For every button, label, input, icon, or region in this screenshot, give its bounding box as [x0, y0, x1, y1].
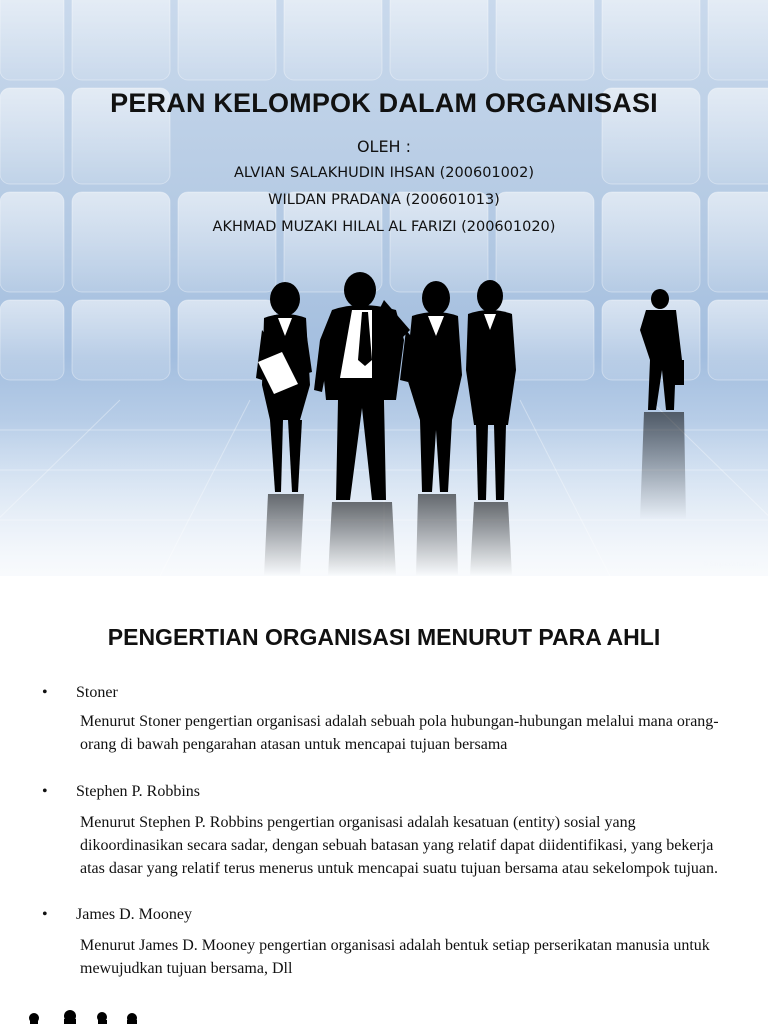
bullet: •	[42, 684, 48, 701]
expert-name: James D. Mooney	[76, 906, 192, 923]
silhouette-decoration	[22, 1010, 152, 1024]
slide-title: PERAN KELOMPOK DALAM ORGANISASI	[110, 88, 658, 118]
man-on-phone-silhouette	[314, 272, 410, 500]
expert-definition: Menurut James D. Mooney pengertian organisasi adalah bentuk setiap perserikatan manusia untuk mewujudkan tujuan bersama, Dll	[80, 937, 710, 977]
slide-title: PENGERTIAN ORGANISASI MENURUT PARA AHLI	[107, 624, 661, 650]
definition-slide	[0, 576, 768, 1024]
expert-name: Stoner	[76, 684, 118, 701]
author-label: OLEH :	[356, 137, 412, 156]
author-name: WILDAN PRADANA (200601013)	[268, 192, 500, 208]
expert-name: Stephen P. Robbins	[76, 783, 201, 800]
expert-definition: Menurut Stoner pengertian organisasi adalah sebuah pola hubungan-hubungan melalui mana orang-orang di bawah pengarahan atasan untuk mencapai tujuan bersama	[80, 713, 719, 753]
bullet: •	[42, 906, 48, 923]
author-name: AKHMAD MUZAKI HILAL AL FARIZI (200601020)	[212, 219, 556, 235]
woman-silhouette	[400, 281, 462, 492]
expert-definition: Menurut Stephen P. Robbins pengertian organisasi adalah kesatuan (entity) sosial yang dikoordinasikan secara sadar, dengan sebuah batasan yang relatif dapat diidentifikasi, yang bekerja atas dasar yang relatif terus menerus untuk mencapai suatu tujuan bersama atau sekelompok tujuan.	[80, 814, 719, 877]
image-credit: © SimplexWhat.com	[703, 562, 758, 568]
walking-man-silhouette	[640, 289, 684, 410]
author-name: ALVIAN SALAKHUDIN IHSAN (200601002)	[234, 165, 534, 181]
bullet: •	[42, 783, 48, 800]
woman-silhouette	[466, 280, 516, 500]
